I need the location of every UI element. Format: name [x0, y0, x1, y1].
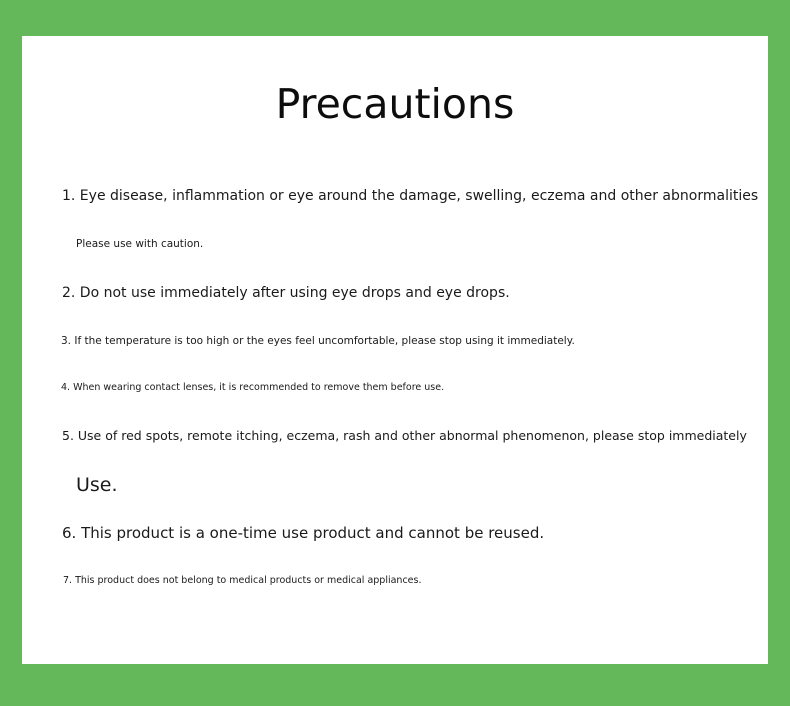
- precaution-item-5-continuation: Use.: [76, 474, 118, 496]
- precaution-item-3: 3. If the temperature is too high or the eyes feel uncomfortable, please stop using it immediately.: [61, 335, 575, 347]
- content-panel: [22, 36, 768, 664]
- page-title: Precautions: [275, 80, 515, 128]
- precaution-item-1-continuation: Please use with caution.: [76, 238, 204, 250]
- precaution-item-5: 5. Use of red spots, remote itching, eczema, rash and other abnormal phenomenon, please stop immediately: [62, 428, 747, 443]
- precaution-item-2: 2. Do not use immediately after using eye drops and eye drops.: [62, 285, 510, 301]
- precaution-item-7: 7. This product does not belong to medical products or medical appliances.: [63, 575, 422, 586]
- precaution-item-6: 6. This product is a one-time use product and cannot be reused.: [62, 524, 545, 542]
- precaution-item-4: 4. When wearing contact lenses, it is recommended to remove them before use.: [61, 382, 445, 393]
- precaution-item-1: 1. Eye disease, inflammation or eye around the damage, swelling, eczema and other abnormalities: [62, 188, 759, 204]
